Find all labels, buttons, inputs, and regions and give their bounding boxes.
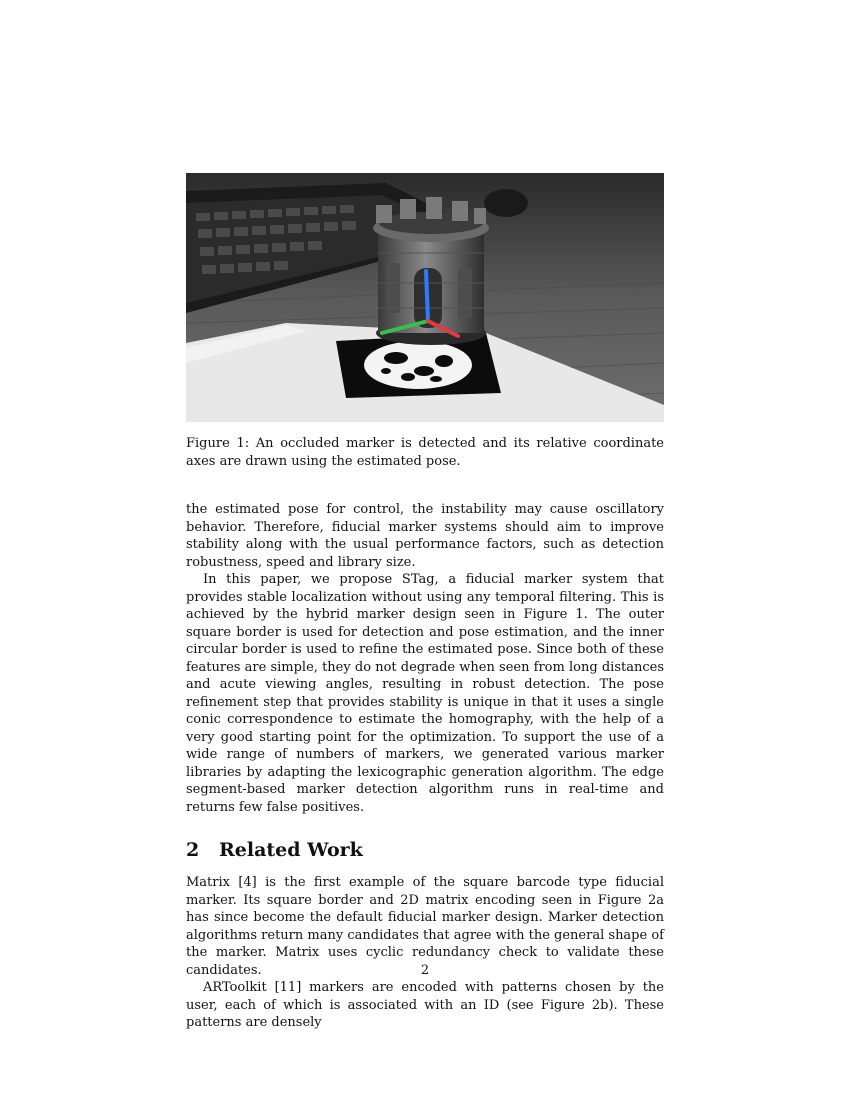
body-text: [186, 501, 664, 816]
section-number: 2: [186, 839, 200, 861]
paragraph: the estimated pose for control, the instability may cause oscillatory behavior. Therefore, fiducial marker systems should aim to improve stability along with the usual performance factors, such as detection robustness, speed and library size.: [186, 502, 664, 570]
paper-page: [186, 173, 664, 1032]
figure-caption: Figure 1: An occluded marker is detected and its relative coordinate axes are drawn using the estimated pose.: [186, 436, 664, 469]
paragraph: In this paper, we propose STag, a fiducial marker system that provides stable localization without using any temporal filtering. This is achieved by the hybrid marker design seen in Figure 1. The outer square border is used for detection and pose estimation, and the inner circular border is used to refine the estimated pose. Since both of these features are simple, they do not degrade when seen from long distances and acute viewing angles, resulting in robust detection. The pose refinement step that provides stability is unique in that it uses a single conic correspondence to estimate the homography, with the help of a very good starting point for the optimization. To support the use of a wide range of numbers of markers, we generated various marker libraries by adapting the lexicographic generation algorithm. The edge segment-based marker detection algorithm runs in real-time and returns few false positives.: [186, 572, 664, 815]
figure-1-photo: [186, 173, 664, 422]
section-heading: [186, 838, 664, 862]
paragraph: Matrix [4] is the first example of the square barcode type fiducial marker. Its square border and 2D matrix encoding seen in Figure 2a has since become the default fiducial marker design. Marker detection algorithms return many candidates that agree with the general shape of the marker. Matrix uses cyclic redundancy check to validate these candidates.: [186, 875, 664, 978]
section-body: [186, 874, 664, 1032]
z-axis: [426, 271, 428, 321]
paragraph: ARToolkit [11] markers are encoded with patterns chosen by the user, each of which is associated with an ID (see Figure 2b). These patterns are densely: [186, 980, 664, 1030]
marker-photo-illustration: [186, 173, 664, 422]
section-title: Related Work: [219, 839, 363, 861]
marker-circle: [364, 341, 472, 389]
page-number: 2: [420, 963, 430, 978]
mouse: [484, 189, 528, 217]
